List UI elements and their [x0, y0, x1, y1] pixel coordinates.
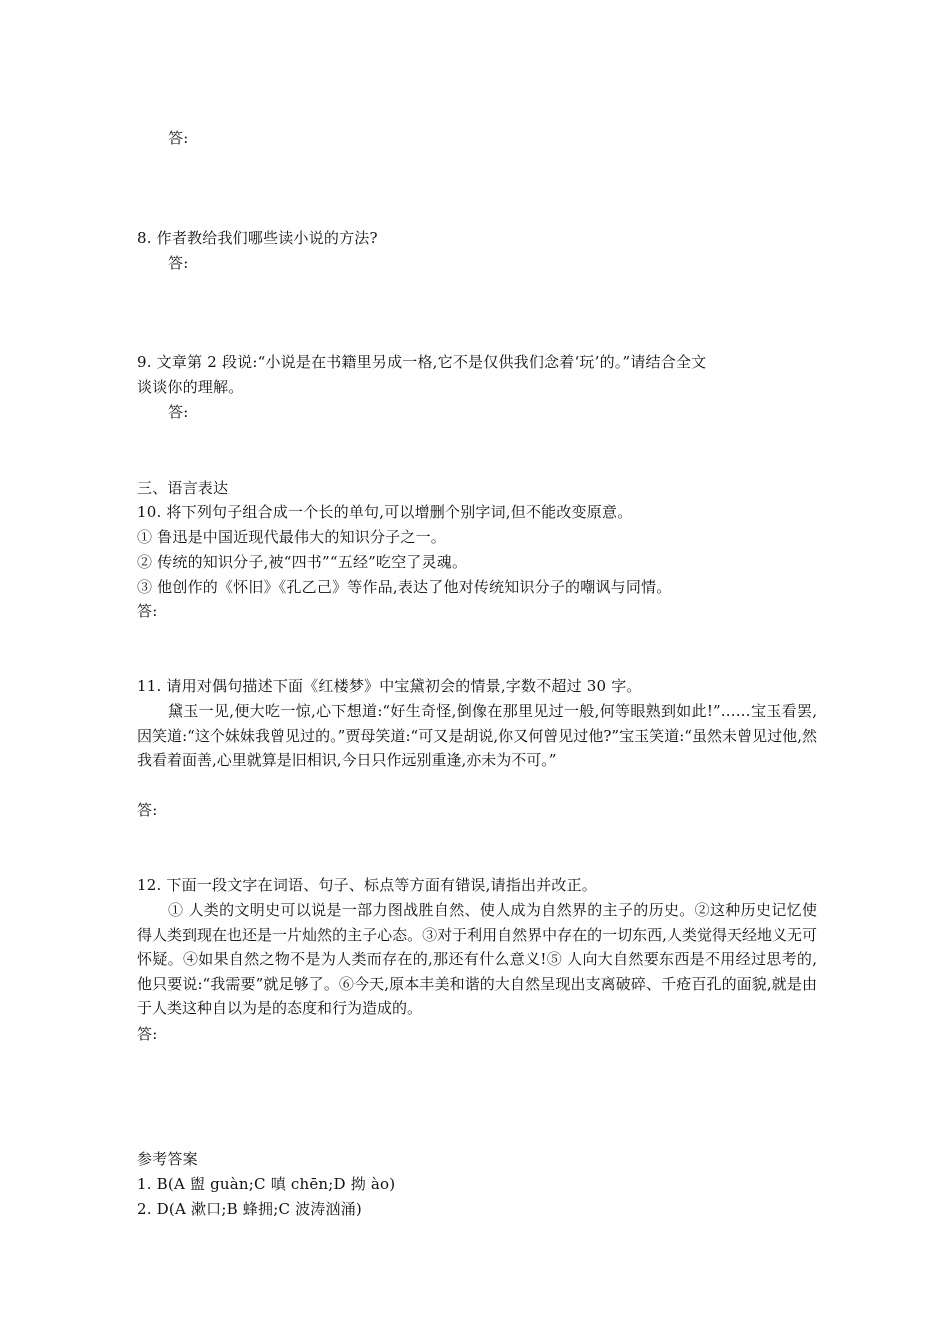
- q12-question: 12. 下面一段文字在词语、句子、标点等方面有错误,请指出并改正。: [137, 876, 597, 894]
- q9-question-line2: 谈谈你的理解。: [137, 378, 244, 396]
- q10-item-1: ① 鲁迅是中国近现代最伟大的知识分子之一。: [137, 528, 446, 546]
- q11-question: 11. 请用对偶句描述下面《红楼梦》中宝黛初会的情景,字数不超过 30 字。: [137, 677, 642, 695]
- section-title: 三、语言表达: [137, 479, 229, 497]
- q10-item-3: ③ 他创作的《怀旧》《孔乙己》等作品,表达了他对传统知识分子的嘲讽与同情。: [137, 578, 672, 596]
- q12-answer-label: 答:: [137, 1025, 158, 1043]
- q8-question: 8. 作者教给我们哪些读小说的方法?: [137, 229, 378, 247]
- q9-answer-label: 答:: [168, 403, 189, 421]
- q7-answer-label: 答:: [168, 129, 189, 147]
- reference-answer-2: 2. D(A 漱口;B 蜂拥;C 波涛汹涌): [137, 1200, 362, 1218]
- q10-question: 10. 将下列句子组合成一个长的单句,可以增删个别字词,但不能改变原意。: [137, 503, 633, 521]
- q11-answer-label: 答:: [137, 801, 158, 819]
- q8-answer-label: 答:: [168, 254, 189, 272]
- q9-question-line1: 9. 文章第 2 段说:“小说是在书籍里另成一格,它不是仅供我们念着‘玩’的。”请结合全文: [137, 353, 707, 371]
- reference-title: 参考答案: [137, 1150, 198, 1168]
- q10-answer-label: 答:: [137, 602, 158, 620]
- reference-answer-1: 1. B(A 盥 guàn;C 嗔 chēn;D 拗 ào): [137, 1175, 396, 1193]
- q11-passage: 黛玉一见,便大吃一惊,心下想道:“好生奇怪,倒像在那里见过一般,何等眼熟到如此!”……宝玉看罢,因笑道:“这个妹妹我曾见过的。”贾母笑道:“可又是胡说,你又何曾见过他?”宝玉笑道:“虽然未曾见过他,然我看着面善,心里就算是旧相识,今日只作远别重逢,亦未为不可。”: [137, 702, 817, 769]
- q10-item-2: ② 传统的知识分子,被“四书”“五经”吃空了灵魂。: [137, 553, 468, 571]
- q12-passage: ① 人类的文明史可以说是一部力图战胜自然、使人成为自然界的主子的历史。②这种历史记忆使得人类到现在也还是一片灿然的主子心态。③对于利用自然界中存在的一切东西,人类觉得天经地义无可怀疑。④如果自然之物不是为人类而存在的,那还有什么意义!⑤ 人向大自然要东西是不用经过思考的,他只要说:“我需要”就足够了。⑥今天,原本丰美和谐的大自然呈现出支离破碎、千疮百孔的面貌,就是由于人类这种自以为是的态度和行为造成的。: [137, 901, 817, 1017]
